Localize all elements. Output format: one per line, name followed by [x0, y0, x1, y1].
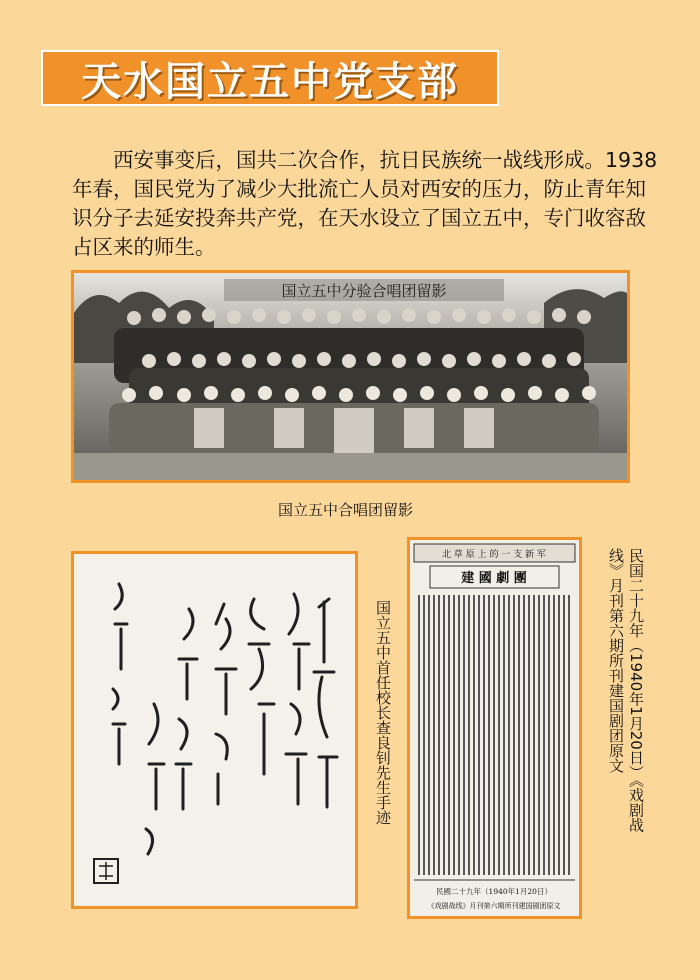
- newspaper-headline: 建 國 劇 團: [461, 571, 527, 586]
- letter-calligraphy-image: [74, 554, 355, 906]
- newspaper-footer-date: 民國二十九年（1940年1月20日）: [436, 887, 552, 896]
- title-banner: [41, 50, 499, 106]
- newspaper-image: [410, 540, 579, 916]
- newspaper-caption: 民国二十九年（1940年1月20日）《戏剧战线》月刊第六期所刊建国剧团原文: [607, 548, 645, 833]
- handwritten-letter: [71, 551, 358, 909]
- choir-photo-image: [74, 273, 627, 480]
- newspaper-footer-source: 《戏剧战线》月刊第六期所刊建国剧团原文: [427, 902, 561, 910]
- photo-caption: 国立五中合唱团留影: [278, 501, 414, 519]
- newspaper-clipping: [407, 537, 582, 919]
- newspaper-header-text: 北 草 原 上 的 一 支 新 军: [442, 550, 546, 560]
- intro-paragraph: 西安事变后，国共二次合作，抗日民族统一战线形成。1938年春，国民党为了减少大批流亡人员对西安的压力，防止青年知识分子去延安投奔共产党，在天水设立了国立五中，专门收容敌占区来的师生。: [72, 148, 658, 259]
- letter-caption: 国立五中首任校长查良钊先生手迹: [374, 600, 392, 825]
- page-title: 天水国立五中党支部: [81, 58, 459, 105]
- photo-banner-text: 国立五中分验合唱团留影: [281, 282, 447, 300]
- choir-group-photo: [71, 270, 630, 483]
